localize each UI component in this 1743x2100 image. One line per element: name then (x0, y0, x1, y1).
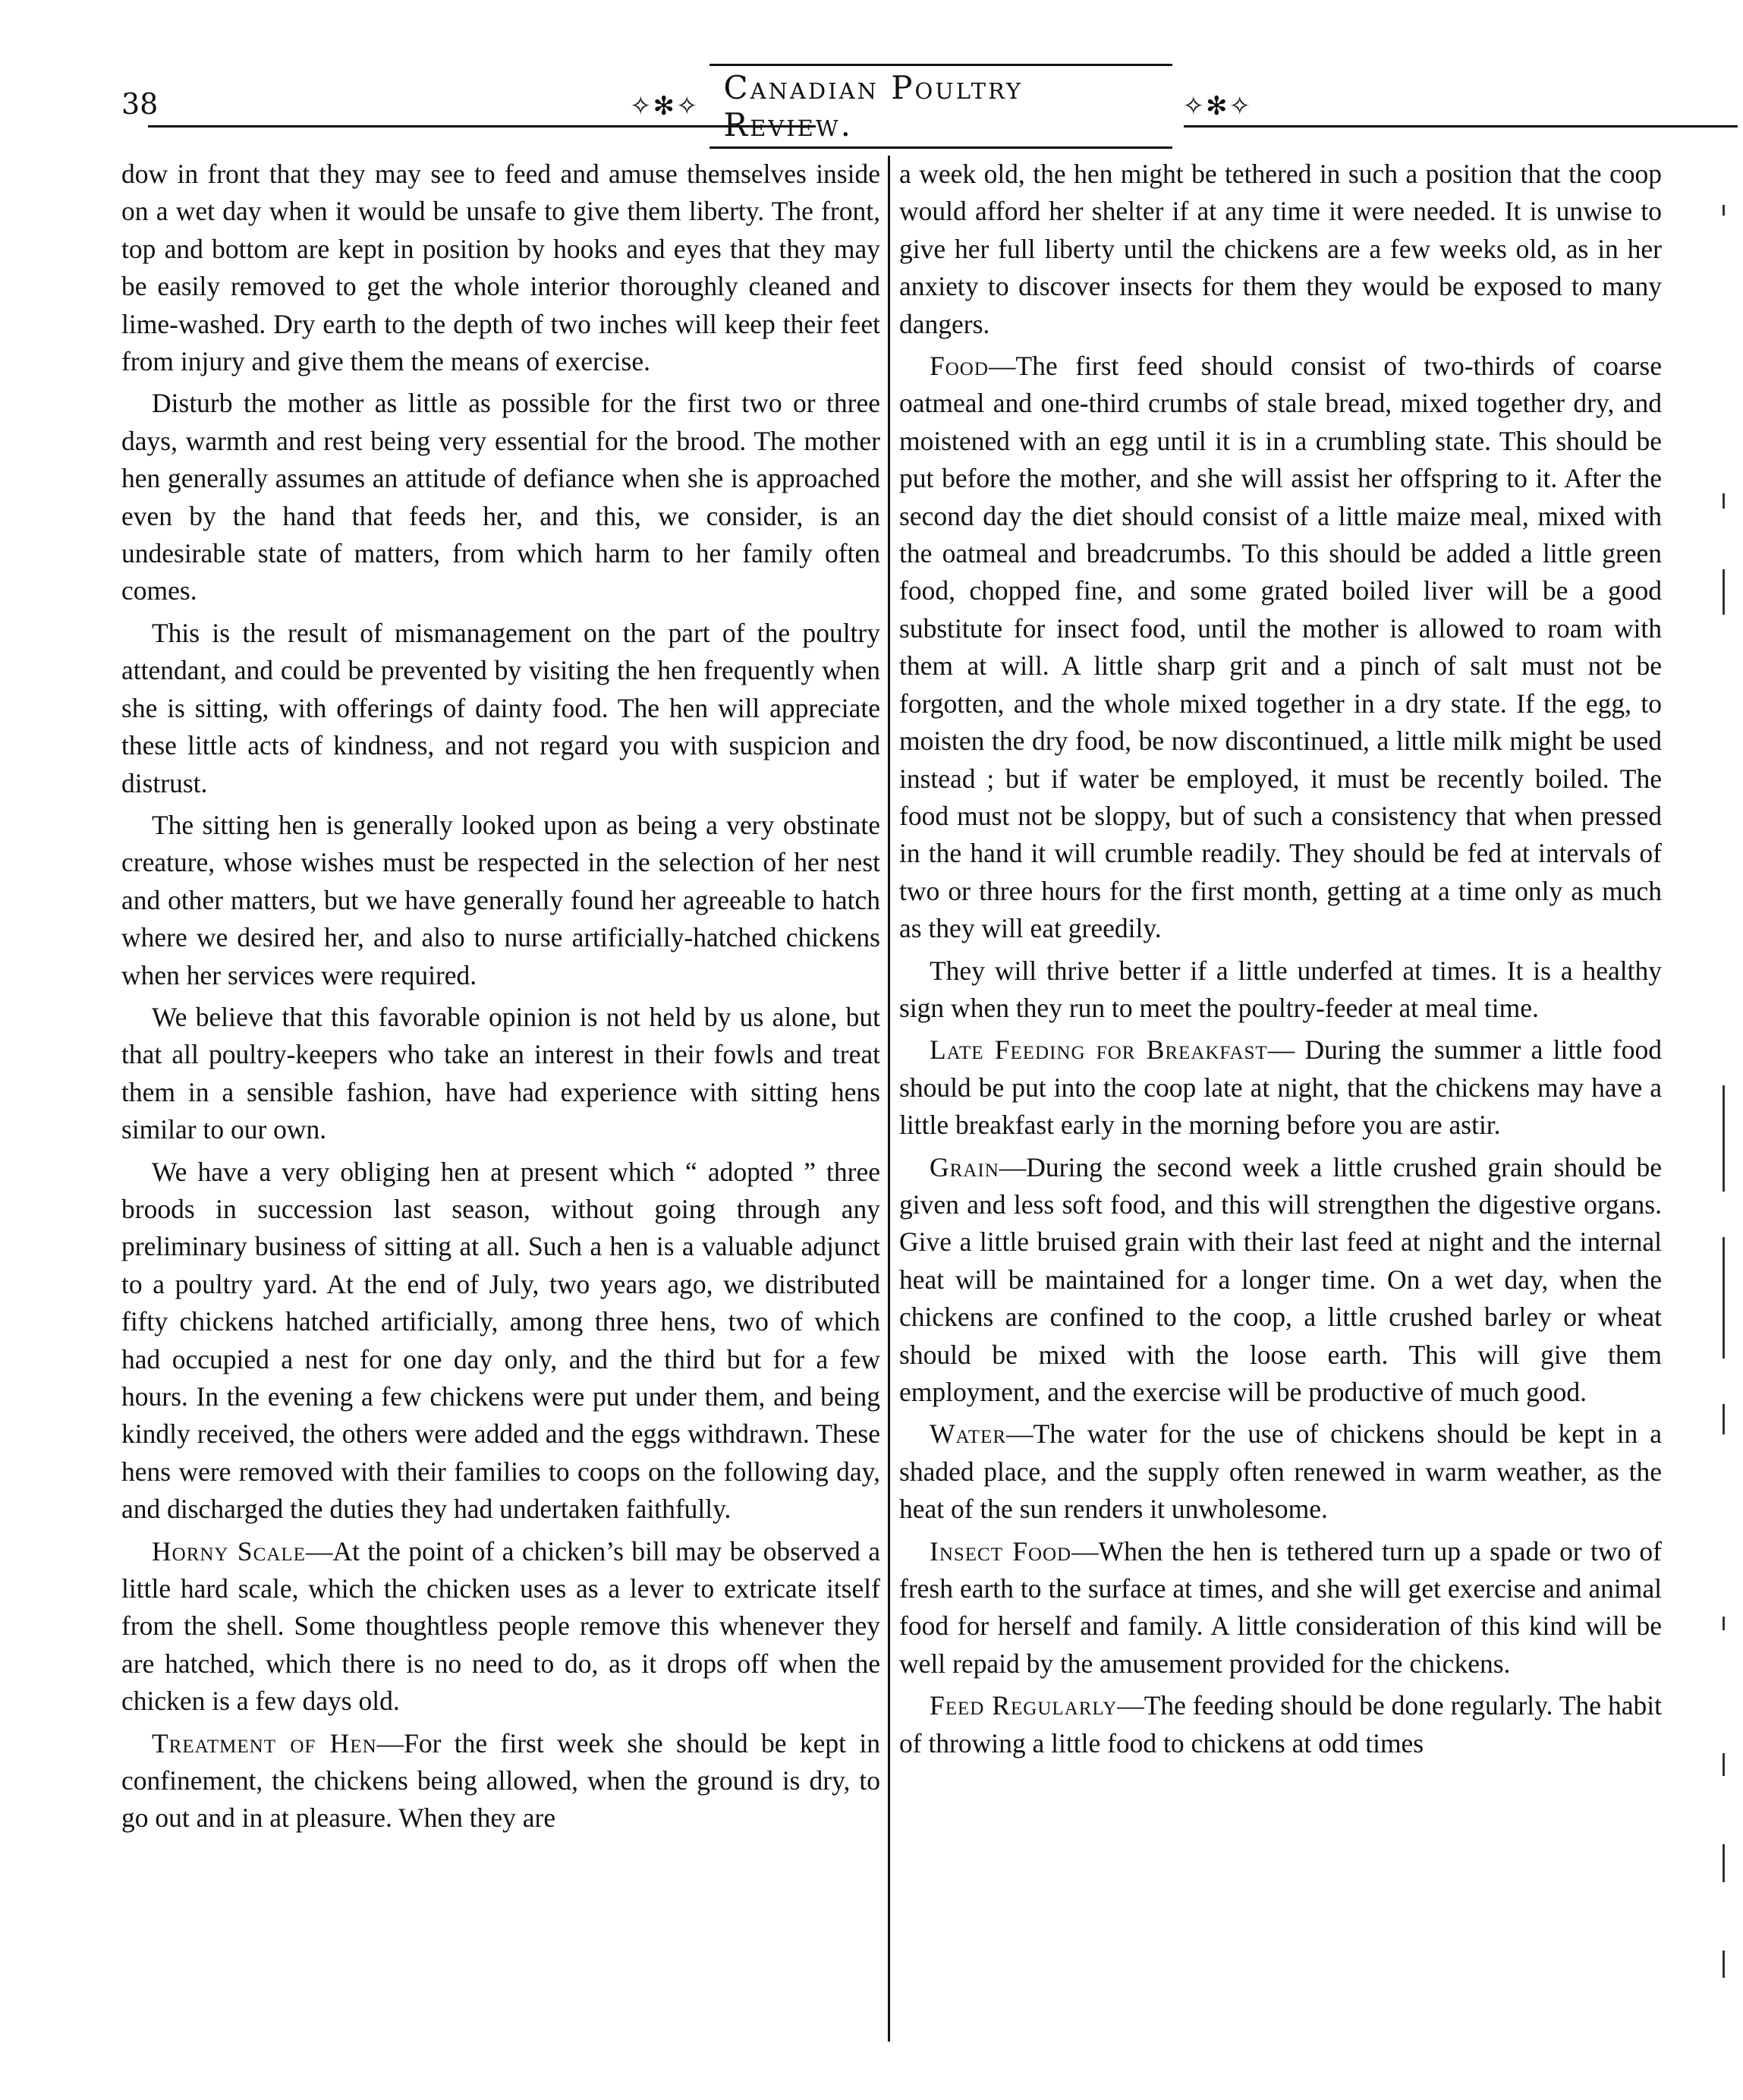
ornament-left-icon: ✧✻✧ (630, 91, 700, 121)
paragraph-late-feeding: Late Feeding for Breakfast— During the summer a little food should be put into the coop late at night, that the chickens may have a little breakfast early in the morning before you are astir. (899, 1034, 1662, 1141)
masthead (630, 69, 1252, 143)
section-heading: Feed Regularly (930, 1690, 1118, 1721)
paragraph-horny-scale: Horny Scale—At the point of a chicken’s bill may be observed a little hard scale, which the chicken uses as a lever to extricate itself from the shell. Some thoughtless people remove this whenever they are hatched, which there is no need to do, as it drops off when the chicken is a few days old. (121, 1535, 880, 1717)
page-number: 38 (121, 87, 159, 121)
publication-title: Canadian Poultry Review. (709, 64, 1172, 149)
paragraph: We believe that this favorable opinion is not held by us alone, but that all poultry-keepers who take an interest in their fowls and treat them in a sensible fashion, have had experience with sitting hens similar to our own. (121, 1001, 880, 1145)
ornament-right-icon: ✧✻✧ (1182, 91, 1252, 121)
section-heading: Food (930, 351, 989, 382)
paragraph: They will thrive better if a little underfed at times. It is a healthy sign when they run to meet the poultry-feeder at meal time. (899, 955, 1662, 1023)
section-heading: Horny Scale (152, 1535, 306, 1566)
paragraph-food: Food—The first feed should consist of two-thirds of coarse oatmeal and one-third crumbs of stale bread, mixed together dry, and moistened with an egg until it is in a crumbling state. This should be put before the mother, and she will assist her offspring to it. After the second day the diet should consist of a little maize meal, mixed with the oatmeal and breadcrumbs. To this should be added a little green food, chopped fine, and some grated boiled liver will be a good substitute for insect food, until the mother is allowed to roam with them at will. A little sharp grit and a pinch of salt must not be forgotten, and the whole mixed together in a dry state. If the egg, to moisten the dry food, be now discontinued, a little milk might be used instead ; but if water be employed, it must be recently boiled. The food must not be sloppy, but of such a consistency that when pressed in the hand it will crumble readily. They should be fed at intervals of two or three hours for the first month, getting at a time only as much as they will eat greedily. (899, 351, 1662, 944)
section-heading: Water (930, 1418, 1007, 1450)
paragraph: a week old, the hen might be tethered in such a position that the coop would afford her shelter if at any time it were needed. It is unwise to give her full liberty until the chickens are a few weeks old, as in her anxiety to discover insects for them they would be exposed to many dangers. (899, 159, 1662, 339)
section-heading: Late Feeding for Breakfast (930, 1034, 1268, 1066)
paragraph-water: Water—The water for the use of chickens should be kept in a shaded place, and the supply often renewed in warm weather, as the heat of the sun renders it unwholesome. (899, 1418, 1662, 1525)
paragraph: Disturb the mother as little as possible for the first two or three days, warmth and rest being very essential for the brood. The mother hen generally assumes an attitude of defiance when she is approached even by the hand that feeds her, and this, we consider, is an undesirable state of matters, from which harm to her family often comes. (121, 388, 880, 606)
paragraph-treatment-of-hen: Treatment of Hen—For the first week she should be kept in confinement, the chickens being allowed, when the ground is dry, to go out and in at pleasure. When they are (121, 1727, 880, 1834)
section-heading: Treatment of Hen (152, 1727, 377, 1758)
paragraph: This is the result of mismanagement on the part of the poultry attendant, and could be prevented by visiting the hen frequently when she is sitting, with offerings of dainty food. The hen will appreciate these little acts of kindness, and not regard you with suspicion and distrust. (121, 617, 880, 798)
header-rule-right (1184, 125, 1738, 128)
paragraph-grain: Grain—During the second week a little crushed grain should be given and less soft food, and this will strengthen the digestive organs. Give a little bruised grain with their last feed at night and the internal heat will be maintained for a longer time. On a wet day, when the chickens are confined to the coop, a little crushed barley or wheat should be mixed with the loose earth. This will give them employment, and the exercise will be productive of much good. (899, 1151, 1662, 1407)
paragraph-feed-regularly: Feed Regularly—The feeding should be done regularly. The habit of throwing a little food to chickens at odd times (899, 1690, 1662, 1758)
section-heading: Insect Food (930, 1535, 1072, 1566)
paragraph-insect-food: Insect Food—When the hen is tethered turn up a spade or two of fresh earth to the surface at times, and she will get exercise and animal food for herself and family. A little consideration of this kind will be well repaid by the amusement provided for the chickens. (899, 1535, 1662, 1679)
paragraph: dow in front that they may see to feed and amuse themselves inside on a wet day when it would be unsafe to give them liberty. The front, top and bottom are kept in position by hooks and eyes that they may be easily removed to get the whole interior thoroughly cleaned and lime-washed. Dry earth to the depth of two inches will keep their feet from injury and give them the means of exercise. (121, 159, 880, 377)
section-heading: Grain (930, 1151, 999, 1182)
left-column (121, 156, 880, 2068)
column-divider (888, 156, 890, 2042)
paragraph: We have a very obliging hen at present which “ adopted ” three broods in succession last season, without going through any preliminary business of sitting at all. Such a hen is a valuable adjunct to a poultry yard. At the end of July, two years ago, we distributed fifty chickens hatched artificially, among three hens, two of which had occupied a nest for one day only, and the third but for a few hours. In the evening a few chickens were put under them, and being kindly received, the others were added and the eggs withdrawn. These hens were removed with their families to coops on the following day, and discharged the duties they had undertaken faithfully. (121, 1156, 880, 1525)
right-column (899, 156, 1662, 2068)
paragraph: The sitting hen is generally looked upon as being a very obstinate creature, whose wishes must be respected in the selection of her nest and other matters, but we have generally found her agreeable to hatch where we desired her, and also to nurse artificially-hatched chickens when her services were required. (121, 809, 880, 990)
scan-edge-marks (1713, 175, 1736, 2057)
